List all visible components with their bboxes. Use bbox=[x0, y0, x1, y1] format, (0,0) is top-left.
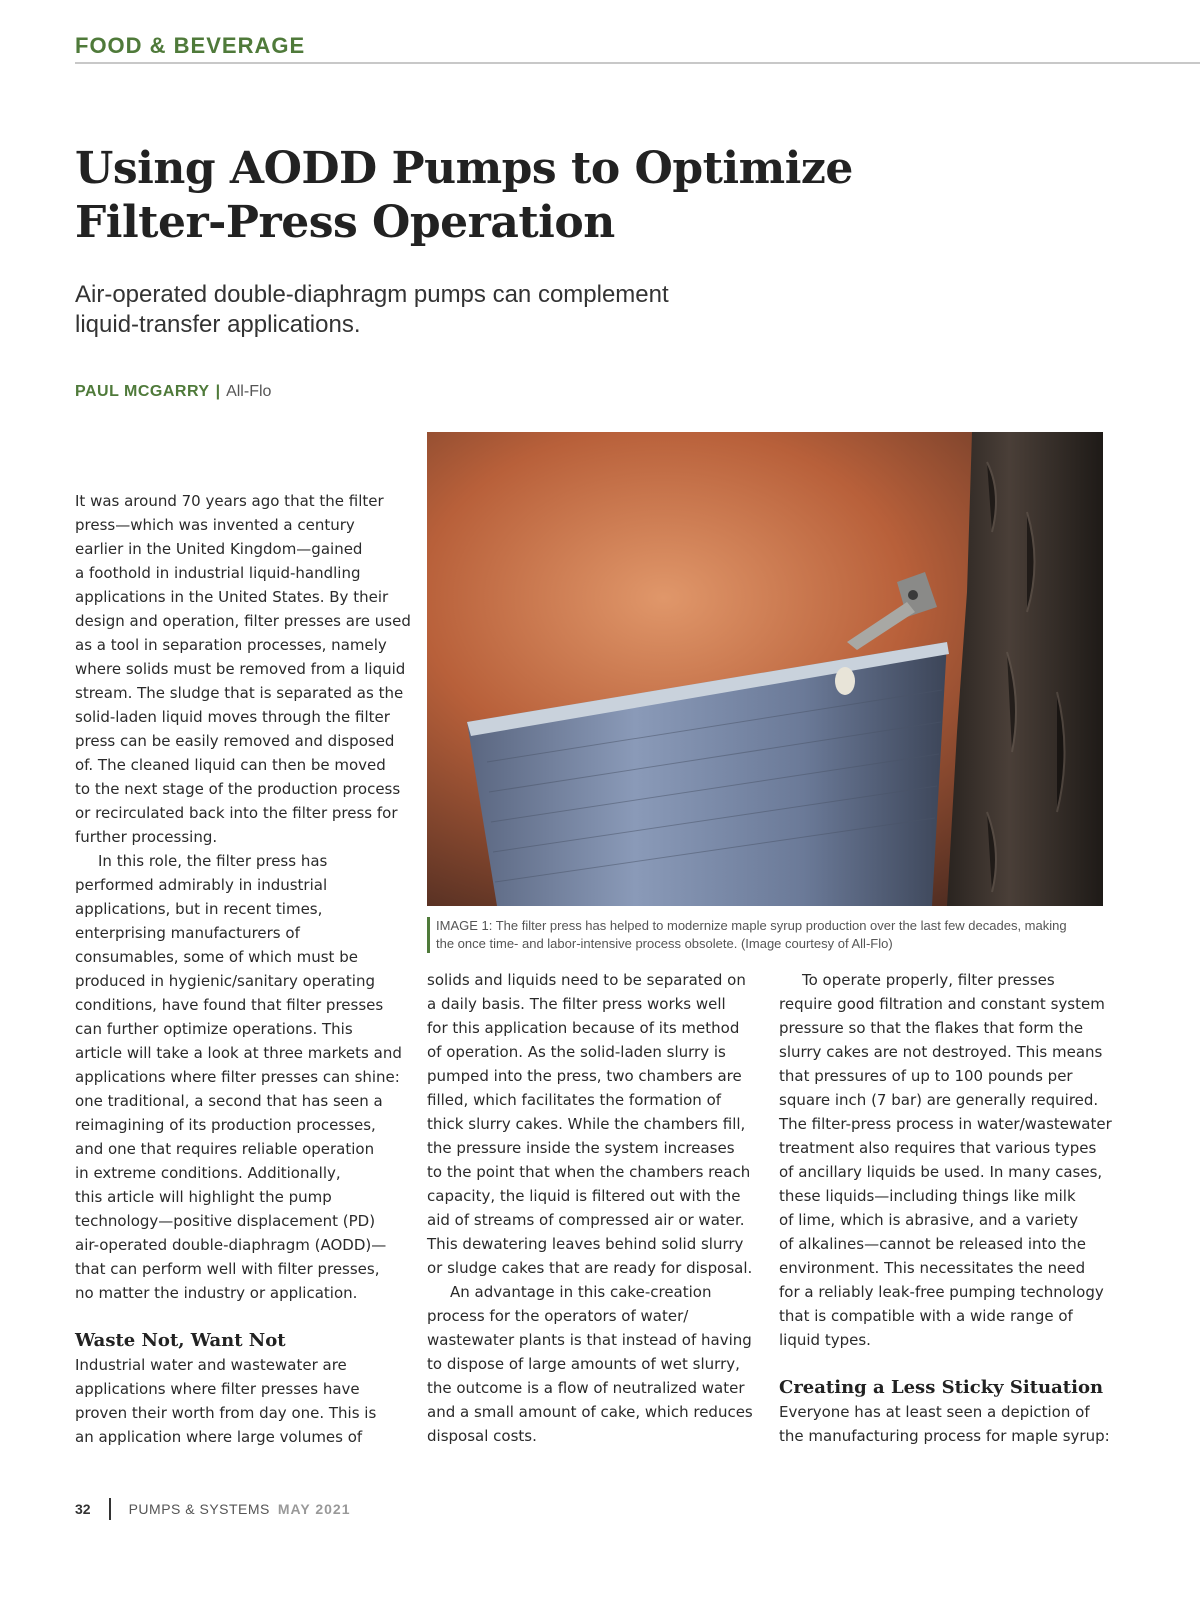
body-line: This dewatering leaves behind solid slurry bbox=[427, 1235, 744, 1253]
author-organization: All-Flo bbox=[226, 383, 272, 400]
section-heading: Creating a Less Sticky Situation bbox=[779, 1377, 1104, 1398]
body-line: capacity, the liquid is filtered out with the bbox=[427, 1187, 741, 1205]
section-rule bbox=[75, 62, 1200, 64]
body-line: of operation. As the solid-laden slurry is bbox=[427, 1043, 726, 1061]
body-line: of lime, which is abrasive, and a variety bbox=[779, 1211, 1079, 1229]
body-line: It was around 70 years ago that the filter bbox=[75, 492, 384, 510]
body-line: that is compatible with a wide range of bbox=[779, 1307, 1073, 1325]
image-caption bbox=[427, 917, 1103, 953]
body-line: consumables, some of which must be bbox=[75, 948, 358, 966]
body-line: for this application because of its method bbox=[427, 1019, 740, 1037]
body-line: where solids must be removed from a liquid bbox=[75, 660, 406, 678]
body-line: environment. This necessitates the need bbox=[779, 1259, 1086, 1277]
body-line: further processing. bbox=[75, 828, 218, 846]
body-line: or recirculated back into the filter press for bbox=[75, 804, 398, 822]
body-line: article will take a look at three markets and bbox=[75, 1044, 402, 1062]
body-line: reimagining of its production processes, bbox=[75, 1116, 376, 1134]
body-line: To operate properly, filter presses bbox=[802, 971, 1055, 989]
issue-date: MAY 2021 bbox=[277, 1501, 351, 1517]
section-label: FOOD & BEVERAGE bbox=[75, 33, 306, 58]
body-line: wastewater plants is that instead of having bbox=[427, 1331, 752, 1349]
body-line: applications in the United States. By their bbox=[75, 588, 389, 606]
body-line: square inch (7 bar) are generally required. bbox=[779, 1091, 1099, 1109]
body-line: no matter the industry or application. bbox=[75, 1284, 358, 1302]
article-subtitle bbox=[75, 280, 775, 340]
byline-separator: | bbox=[215, 383, 221, 400]
byline bbox=[75, 383, 271, 401]
body-line: an application where large volumes of bbox=[75, 1428, 363, 1446]
body-line: applications, but in recent times, bbox=[75, 900, 323, 918]
author-name: PAUL MCGARRY bbox=[75, 383, 210, 400]
body-line: and a small amount of cake, which reduces bbox=[427, 1403, 753, 1421]
body-line: of ancillary liquids be used. In many cases, bbox=[779, 1163, 1103, 1181]
body-line: of. The cleaned liquid can then be moved bbox=[75, 756, 386, 774]
body-line: these liquids—including things like milk bbox=[779, 1187, 1076, 1205]
body-line: conditions, have found that filter presses bbox=[75, 996, 384, 1014]
paragraph-gap bbox=[779, 1352, 1109, 1376]
body-line: design and operation, filter presses are used bbox=[75, 612, 411, 630]
body-line: air-operated double-diaphragm (AODD)— bbox=[75, 1236, 387, 1254]
body-line: liquid types. bbox=[779, 1331, 871, 1349]
body-line: that can perform well with filter presses, bbox=[75, 1260, 380, 1278]
body-line: can further optimize operations. This bbox=[75, 1020, 353, 1038]
body-line: pumped into the press, two chambers are bbox=[427, 1067, 742, 1085]
body-line: one traditional, a second that has seen a bbox=[75, 1092, 383, 1110]
body-line: pressure so that the flakes that form the bbox=[779, 1019, 1084, 1037]
body-line: Everyone has at least seen a depiction of bbox=[779, 1403, 1090, 1421]
body-line: solids and liquids need to be separated on bbox=[427, 971, 746, 989]
body-line: thick slurry cakes. While the chambers fill, bbox=[427, 1115, 746, 1133]
body-line: require good filtration and constant system bbox=[779, 995, 1105, 1013]
body-line: filled, which facilitates the formation of bbox=[427, 1091, 722, 1109]
body-line: the outcome is a flow of neutralized water bbox=[427, 1379, 745, 1397]
title-line: Filter-Press Operation bbox=[75, 197, 615, 248]
body-line: of alkalines—cannot be released into the bbox=[779, 1235, 1086, 1253]
body-line: that pressures of up to 100 pounds per bbox=[779, 1067, 1073, 1085]
body-line: An advantage in this cake-creation bbox=[450, 1283, 712, 1301]
body-line: the manufacturing process for maple syrup: bbox=[779, 1427, 1110, 1445]
caption-line: IMAGE 1: The filter press has helped to modernize maple syrup production over the last few decades, making bbox=[436, 918, 1067, 933]
body-line: applications where filter presses have bbox=[75, 1380, 360, 1398]
body-line: stream. The sludge that is separated as the bbox=[75, 684, 404, 702]
body-line: to the next stage of the production process bbox=[75, 780, 401, 798]
body-line: disposal costs. bbox=[427, 1427, 537, 1445]
body-line: treatment also requires that various types bbox=[779, 1139, 1097, 1157]
body-line: Industrial water and wastewater are bbox=[75, 1356, 347, 1374]
body-line: The filter-press process in water/wastewater bbox=[779, 1115, 1112, 1133]
body-line: applications where filter presses can shine: bbox=[75, 1068, 400, 1086]
page-footer bbox=[75, 1497, 351, 1521]
body-column-1 bbox=[75, 489, 411, 1449]
body-line: solid-laden liquid moves through the filter bbox=[75, 708, 390, 726]
body-line: the pressure inside the system increases bbox=[427, 1139, 735, 1157]
body-line: to dispose of large amounts of wet slurry, bbox=[427, 1355, 740, 1373]
body-column-2 bbox=[427, 968, 757, 1448]
body-line: as a tool in separation processes, namely bbox=[75, 636, 387, 654]
body-line: technology—positive displacement (PD) bbox=[75, 1212, 376, 1230]
body-line: this article will highlight the pump bbox=[75, 1188, 332, 1206]
body-line: press—which was invented a century bbox=[75, 516, 355, 534]
body-column-3 bbox=[779, 968, 1112, 1448]
body-line: enterprising manufacturers of bbox=[75, 924, 300, 942]
body-line: a foothold in industrial liquid-handling bbox=[75, 564, 361, 582]
subtitle-line: liquid-transfer applications. bbox=[75, 311, 361, 338]
page-number: 32 bbox=[75, 1501, 91, 1517]
body-line: press can be easily removed and disposed bbox=[75, 732, 395, 750]
body-line: aid of streams of compressed air or water. bbox=[427, 1211, 745, 1229]
magazine-name: PUMPS & SYSTEMS bbox=[128, 1501, 270, 1517]
paragraph-gap bbox=[75, 1305, 405, 1329]
body-line: In this role, the filter press has bbox=[98, 852, 328, 870]
body-line: process for the operators of water/ bbox=[427, 1307, 689, 1325]
body-line: a daily basis. The filter press works well bbox=[427, 995, 726, 1013]
body-line: proven their worth from day one. This is bbox=[75, 1404, 377, 1422]
title-line: Using AODD Pumps to Optimize bbox=[75, 143, 853, 194]
section-heading: Waste Not, Want Not bbox=[75, 1330, 286, 1351]
caption-line: the once time- and labor-intensive process obsolete. (Image courtesy of All-Flo) bbox=[436, 936, 893, 951]
body-line: performed admirably in industrial bbox=[75, 876, 328, 894]
footer-divider bbox=[109, 1498, 111, 1520]
body-line: in extreme conditions. Additionally, bbox=[75, 1164, 341, 1182]
body-line: to the point that when the chambers reach bbox=[427, 1163, 751, 1181]
maple-sap-bucket-photo bbox=[427, 432, 1103, 906]
body-line: earlier in the United Kingdom—gained bbox=[75, 540, 363, 558]
body-line: or sludge cakes that are ready for disposal. bbox=[427, 1259, 753, 1277]
body-line: and one that requires reliable operation bbox=[75, 1140, 375, 1158]
subtitle-line: Air-operated double-diaphragm pumps can complement bbox=[75, 281, 669, 308]
body-line: slurry cakes are not destroyed. This means bbox=[779, 1043, 1103, 1061]
article-title bbox=[75, 142, 975, 250]
photo-illustration bbox=[427, 432, 1103, 906]
body-line: for a reliably leak-free pumping technology bbox=[779, 1283, 1104, 1301]
body-line: produced in hygienic/sanitary operating bbox=[75, 972, 375, 990]
